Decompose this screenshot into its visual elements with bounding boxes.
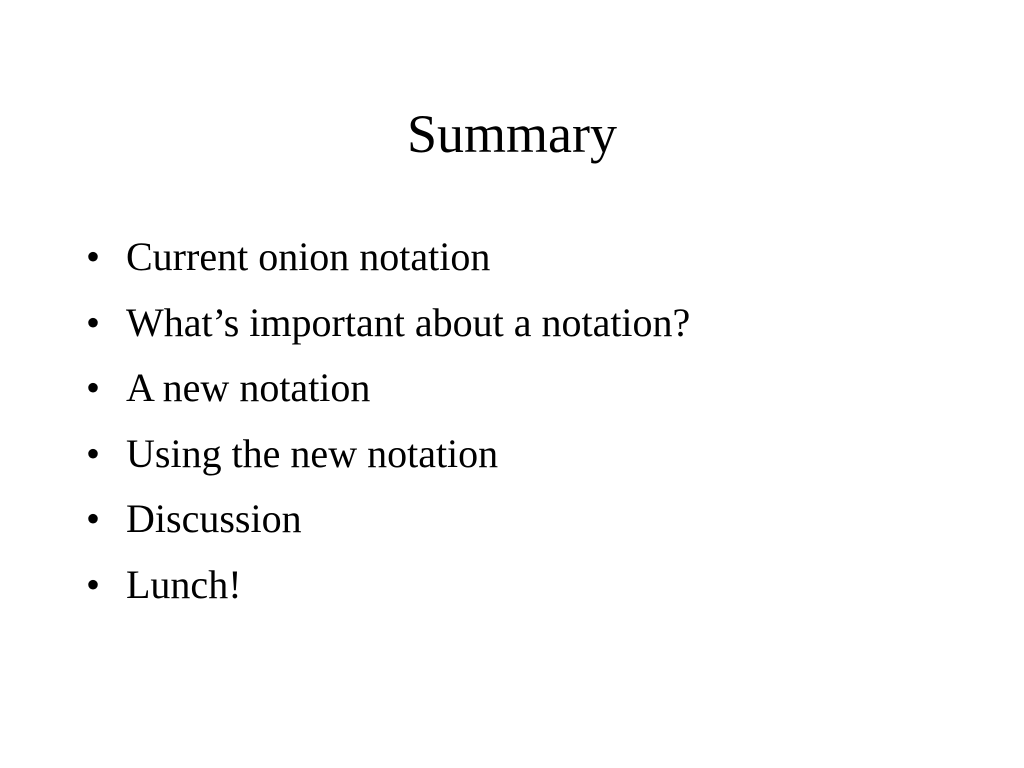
bullet-icon: • — [86, 234, 101, 279]
bullet-icon: • — [86, 496, 101, 541]
bullet-text: Current onion notation — [126, 234, 491, 279]
bullet-item — [86, 424, 690, 490]
bullet-icon: • — [86, 561, 101, 607]
bullet-item — [86, 227, 690, 293]
bullet-icon: • — [86, 365, 101, 410]
bullet-text: Lunch! — [126, 561, 242, 607]
bullet-text: What’s important about a notation? — [126, 299, 691, 345]
bullet-text: A new notation — [126, 365, 371, 410]
bullet-icon: • — [86, 299, 101, 345]
bullet-item — [86, 489, 690, 555]
bullet-item — [86, 293, 690, 359]
bullet-icon: • — [86, 430, 101, 476]
bullet-item — [86, 358, 690, 424]
bullet-text: Using the new notation — [126, 430, 499, 476]
bullet-item — [86, 555, 690, 621]
bullet-text: Discussion — [126, 496, 302, 541]
bullet-list — [86, 227, 690, 620]
slide-title: Summary — [407, 104, 617, 164]
